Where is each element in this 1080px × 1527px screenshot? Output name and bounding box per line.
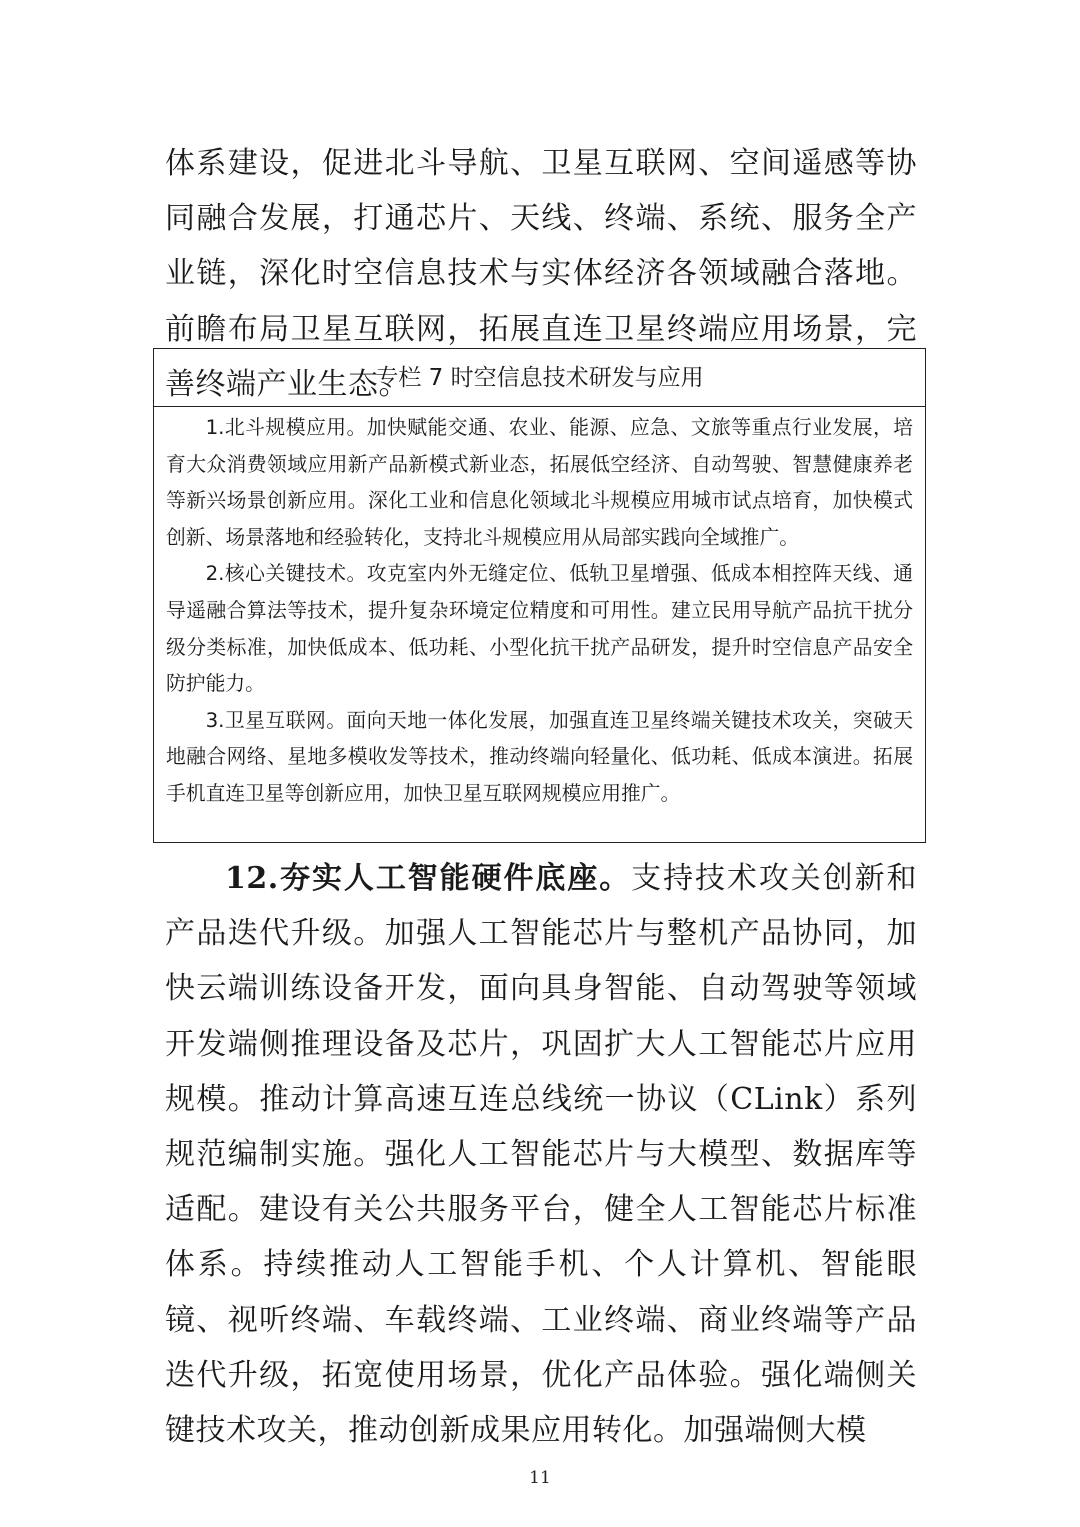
- column-item-title: 2.核心关键技术。: [205, 562, 367, 586]
- column-item-title: 1.北斗规模应用。: [205, 416, 367, 439]
- column-item-beidou: [166, 410, 913, 556]
- page-number: 11: [529, 1468, 551, 1488]
- column-item-text: 攻克室内外无缝定位、低轨卫星增强、低成本相控阵天线、通导遥融合算法等技术，提升复杂环境定位精度和可用性。建立民用导航产品抗干扰分级分类标准，加快低成本、低功耗、小型化抗干扰产品研发，提升时空信息产品安全防护能力。: [166, 562, 913, 696]
- paragraph-text: 支持技术攻关创新和产品迭代升级。加强人工智能芯片与整机产品协同，加快云端训练设备开发，面向具身智能、自动驾驶等领域开发端侧推理设备及芯片，巩固扩大人工智能芯片应用规模。推动计算高速互连总线统一协议（CLink）系列规范编制实施。强化人工智能芯片与大模型、数据库等适配。建设有关公共服务平台，健全人工智能芯片标准体系。持续推动人工智能手机、个人计算机、智能眼镜、视听终端、车载终端、工业终端、商业终端等产品迭代升级，拓宽使用场景，优化产品体验。强化端侧关键技术攻关，推动创新成果应用转化。加强端侧大模: [165, 861, 917, 1449]
- body-paragraph-12: [165, 851, 917, 1458]
- column-box: [153, 348, 926, 843]
- column-item-core-tech: [166, 556, 913, 702]
- column-item-text: 面向天地一体化发展，加强直连卫星终端关键技术攻关，突破天地融合网络、星地多模收发等技术，推动终端向轻量化、低功耗、低成本演进。拓展手机直连卫星等创新应用，加快卫星互联网规模应用推广。: [166, 708, 913, 805]
- column-item-text: 加快赋能交通、农业、能源、应急、文旅等重点行业发展，培育大众消费领域应用新产品新模式新业态，拓展低空经济、自动驾驶、智慧健康养老等新兴场景创新应用。深化工业和信息化领域北斗规模应用城市试点培育，加快模式创新、场景落地和经验转化，支持北斗规模应用从局部实践向全域推广。: [166, 416, 913, 549]
- column-item-satellite-internet: [166, 703, 913, 813]
- body-paragraph-top: 体系建设，促进北斗导航、卫星互联网、空间遥感等协同融合发展，打通芯片、天线、终端、系统、服务全产业链，深化时空信息技术与实体经济各领域融合落地。前瞻布局卫星互联网，拓展直连卫星终端应用场景，完善终端产业生态。: [165, 146, 917, 402]
- column-item-title: 3.卫星互联网。: [205, 708, 347, 732]
- column-box-body: [154, 407, 925, 813]
- column-box-title: 专栏 7 时空信息技术研发与应用: [154, 349, 925, 407]
- paragraph-heading: 12.夯实人工智能硬件底座。: [225, 861, 632, 896]
